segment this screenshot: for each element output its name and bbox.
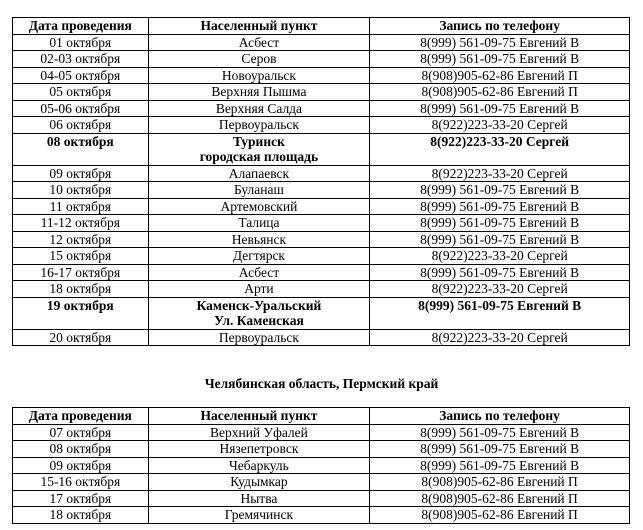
cell-place	[148, 182, 370, 199]
cell-place	[148, 329, 370, 346]
table-row	[13, 264, 630, 281]
cell-phone: 8(922)223-33-20 Сергей	[370, 281, 630, 298]
cell-place	[148, 215, 370, 232]
header-date: Дата проведения	[13, 18, 149, 35]
cell-date: 15 октября	[13, 248, 149, 265]
cell-phone: 8(999) 561-09-75 Евгений В	[370, 231, 630, 248]
cell-phone: 8(922)223-33-20 Сергей	[370, 329, 630, 346]
cell-place	[148, 133, 370, 165]
cell-place	[148, 281, 370, 298]
cell-phone: 8(999) 561-09-75 Евгений В	[370, 100, 630, 117]
header-place: Населенный пункт	[148, 408, 370, 425]
place-name: Асбест	[238, 264, 280, 280]
place-name: Дегтярск	[232, 248, 285, 263]
cell-phone: 8(999) 561-09-75 Евгений В	[370, 424, 630, 441]
cell-phone: 8(908)905-62-86 Евгений П	[370, 67, 630, 84]
cell-phone: 8(908)905-62-86 Евгений П	[370, 474, 630, 491]
cell-place	[148, 231, 370, 248]
cell-phone: 8(999) 561-09-75 Евгений В	[370, 198, 630, 215]
cell-date: 08 октября	[13, 441, 149, 458]
table-row	[13, 297, 630, 329]
table-row	[13, 182, 630, 199]
cell-place	[148, 297, 370, 329]
cell-date: 07 октября	[13, 424, 149, 441]
cell-date: 12 октября	[13, 231, 149, 248]
cell-phone: 8(999) 561-09-75 Евгений В	[370, 34, 630, 51]
cell-date: 02-03 октября	[13, 51, 149, 68]
cell-place	[148, 507, 370, 524]
cell-place	[148, 84, 370, 101]
cell-place	[148, 117, 370, 134]
cell-date: 17 октября	[13, 490, 149, 507]
table-row	[13, 281, 630, 298]
cell-date: 11-12 октября	[13, 215, 149, 232]
table-row	[13, 84, 630, 101]
cell-phone: 8(908)905-62-86 Евгений П	[370, 490, 630, 507]
cell-phone: 8(999) 561-09-75 Евгений В	[370, 457, 630, 474]
cell-phone: 8(999) 561-09-75 Евгений В	[370, 182, 630, 199]
cell-date: 11 октября	[13, 198, 149, 215]
table-row	[13, 329, 630, 346]
table-header-row	[13, 18, 630, 35]
place-name: Алапаевск	[228, 165, 290, 181]
cell-phone: 8(922)223-33-20 Сергей	[370, 248, 630, 265]
place-name: Верхняя Пышма	[211, 84, 307, 99]
cell-place	[148, 474, 370, 491]
place-name: Первоуральск	[218, 329, 299, 345]
place-name: Асбест	[238, 34, 280, 50]
cell-date: 18 октября	[13, 507, 149, 524]
cell-phone: 8(999) 561-09-75 Евгений В	[370, 215, 630, 232]
table-row	[13, 231, 630, 248]
cell-date: 18 октября	[13, 281, 149, 298]
place-name: Серов	[241, 51, 277, 66]
place-name: Кудымкар	[230, 474, 288, 489]
cell-phone: 8(922)223-33-20 Сергей	[370, 117, 630, 134]
table-row	[13, 165, 630, 182]
table-row	[13, 457, 630, 474]
cell-date: 19 октября	[13, 297, 149, 329]
cell-date: 09 октября	[13, 165, 149, 182]
table-row	[13, 474, 630, 491]
table-row	[13, 67, 630, 84]
place-name: Верхняя Салда	[215, 100, 303, 116]
cell-date: 06 октября	[13, 117, 149, 134]
table-row	[13, 507, 630, 524]
place-name: Артемовский	[220, 198, 298, 214]
schedule-table-chelyabinsk-perm	[12, 407, 630, 524]
cell-place	[148, 248, 370, 265]
cell-phone: 8(999) 561-09-75 Евгений В	[370, 51, 630, 68]
cell-place	[148, 100, 370, 117]
cell-date: 08 октября	[13, 133, 149, 165]
cell-place	[148, 67, 370, 84]
table-row	[13, 34, 630, 51]
cell-phone: 8(922)223-33-20 Сергей	[370, 133, 630, 165]
header-phone: Запись по телефону	[370, 18, 630, 35]
cell-phone: 8(999) 561-09-75 Евгений В	[370, 441, 630, 458]
table-row	[13, 198, 630, 215]
cell-date: 05 октября	[13, 84, 149, 101]
cell-place	[148, 34, 370, 51]
cell-place	[148, 51, 370, 68]
place-name: Нытва	[240, 490, 278, 506]
cell-place	[148, 457, 370, 474]
cell-place	[148, 165, 370, 182]
header-place: Населенный пункт	[148, 18, 370, 35]
table-row	[13, 133, 630, 165]
cell-phone: 8(922)223-33-20 Сергей	[370, 165, 630, 182]
header-phone: Запись по телефону	[370, 408, 630, 425]
cell-place	[148, 490, 370, 507]
section-title: Челябинская область, Пермский край	[204, 376, 439, 391]
table-row	[13, 490, 630, 507]
header-date: Дата проведения	[13, 408, 149, 425]
place-name: Верхний Уфалей	[209, 424, 308, 440]
cell-place	[148, 441, 370, 458]
cell-place	[148, 198, 370, 215]
place-detail: городская площадь	[199, 149, 319, 164]
cell-date: 09 октября	[13, 457, 149, 474]
place-name: Талица	[238, 215, 280, 230]
place-name: Арти	[244, 281, 274, 296]
place-name: Новоуральск	[221, 67, 296, 83]
place-name: Буланаш	[233, 182, 284, 197]
cell-phone: 8(999) 561-09-75 Евгений В	[370, 264, 630, 281]
schedule-table-sverdlovsk	[12, 17, 630, 346]
place-name: Каменск-Уральский	[196, 297, 322, 313]
cell-place	[148, 424, 370, 441]
cell-phone: 8(908)905-62-86 Евгений П	[370, 84, 630, 101]
table-row	[13, 51, 630, 68]
place-name: Гремячинск	[224, 507, 294, 522]
table-row	[13, 248, 630, 265]
cell-phone: 8(908)905-62-86 Евгений П	[370, 507, 630, 524]
place-name: Туринск	[232, 133, 285, 149]
cell-phone: 8(999) 561-09-75 Евгений В	[370, 297, 630, 329]
cell-date: 04-05 октября	[13, 67, 149, 84]
cell-date: 16-17 октября	[13, 264, 149, 281]
place-name: Первоуральск	[218, 117, 299, 132]
table-row	[13, 117, 630, 134]
table-row	[13, 441, 630, 458]
place-name: Чебаркуль	[229, 457, 289, 473]
cell-date: 10 октября	[13, 182, 149, 199]
table-row	[13, 424, 630, 441]
table-row	[13, 100, 630, 117]
place-name: Нязепетровск	[219, 441, 299, 456]
place-name: Невьянск	[231, 231, 287, 247]
table-row	[13, 215, 630, 232]
cell-place	[148, 264, 370, 281]
cell-date: 15-16 октября	[13, 474, 149, 491]
cell-date: 05-06 октября	[13, 100, 149, 117]
table-header-row	[13, 408, 630, 425]
cell-date: 01 октября	[13, 34, 149, 51]
place-detail: Ул. Каменская	[214, 313, 304, 328]
cell-date: 20 октября	[13, 329, 149, 346]
